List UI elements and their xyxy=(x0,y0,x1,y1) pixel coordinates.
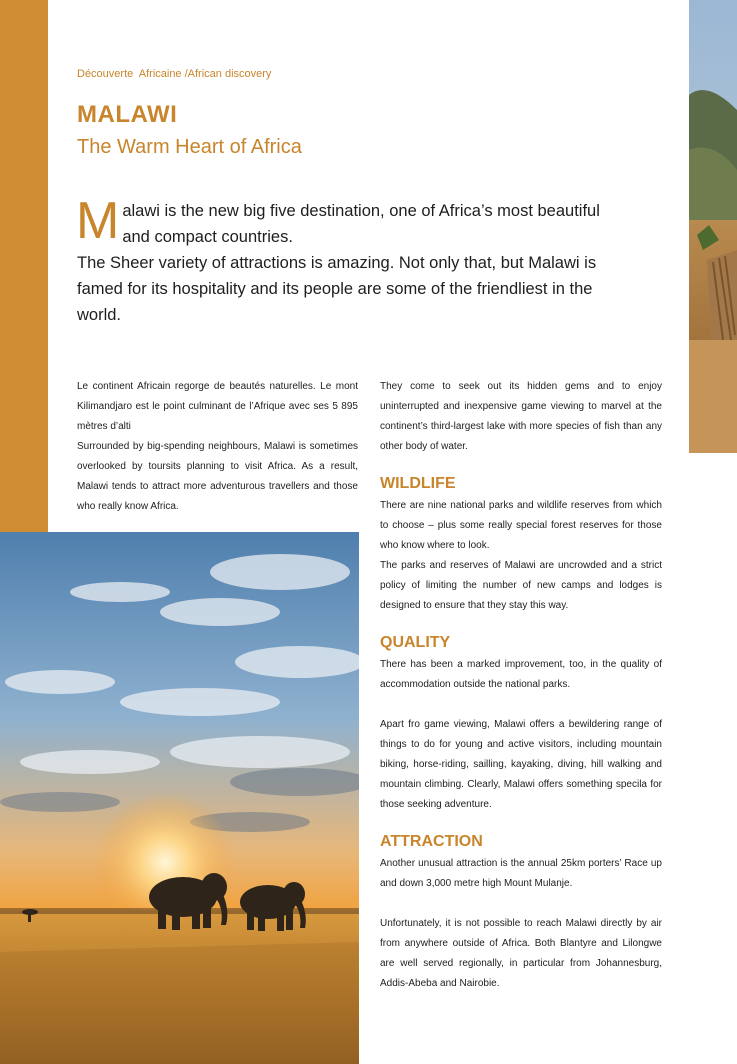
right-text-column xyxy=(380,377,662,994)
lead-first-sentence: alawi is the new big five destination, one of Africa’s most beautiful and compact countries. xyxy=(122,202,600,246)
lead-paragraph xyxy=(76,192,617,328)
attraction-paragraph-2: Unfortunately, it is not possible to reach Malawi directly by air from anywhere outside of Africa. Both Blantyre and Lilongwe are well served regionally, in particular from Johannesburg, Addis-Abeba and Nairobie. xyxy=(380,918,662,989)
paragraph-gap xyxy=(380,894,662,914)
attraction-paragraph-1: Another unusual attraction is the annual 25km porters’ Race up and down 3,000 metre high Mount Mulanje. xyxy=(380,858,662,889)
page-subtitle: The Warm Heart of Africa xyxy=(77,136,302,158)
paragraph-gap xyxy=(380,695,662,715)
left-paragraph-1: Le continent Africain regorge de beautés naturelles. Le mont Kilimandjaro est le point culminant de l’Afrique avec ses 5 895 mètres d’alti xyxy=(77,381,358,432)
quality-paragraph-2: Apart fro game viewing, Malawi offers a bewildering range of things to do for young and active visitors, including mountain biking, horse-riding, sailling, kayaking, diving, hill walking and mountain climbing. Clearly, Malawi offers something specila for those seeking adventure. xyxy=(380,719,662,810)
drop-cap: M xyxy=(76,192,120,250)
attraction-heading: ATTRACTION xyxy=(380,833,483,850)
landscape-photo-strip xyxy=(689,0,737,453)
page-title: MALAWI xyxy=(77,101,178,128)
quality-paragraph-1: There has been a marked improvement, too, in the quality of accommodation outside the national parks. xyxy=(380,659,662,690)
section-kicker: Découverte Africaine /African discovery xyxy=(77,68,272,80)
lead-second-sentence: The Sheer variety of attractions is amazing. Not only that, but Malawi is famed for its hospitality and its people are some of the friendliest in the world. xyxy=(77,254,597,324)
left-paragraph-2: Surrounded by big-spending neighbours, Malawi is sometimes overlooked by toursits planning to visit Africa. As a result, Malawi tends to attract more adventurous travellers and those who really know Africa. xyxy=(77,441,358,512)
quality-heading: QUALITY xyxy=(380,634,451,651)
elephants-sunset-photo xyxy=(0,532,359,1064)
wildlife-paragraph-1: There are nine national parks and wildlife reserves from which to choose – plus some really special forest reserves for those who know where to look. xyxy=(380,500,662,551)
right-paragraph-intro: They come to seek out its hidden gems and to enjoy uninterrupted and inexpensive game viewing to marvel at the continent’s third-largest lake with more species of fish than any other body of water. xyxy=(380,381,662,452)
accent-side-bar xyxy=(0,0,48,532)
wildlife-paragraph-2: The parks and reserves of Malawi are uncrowded and a strict policy of limiting the number of new camps and lodges is designed to ensure that they stay this way. xyxy=(380,560,662,611)
left-text-column xyxy=(77,377,358,517)
wildlife-heading: WILDLIFE xyxy=(380,475,456,492)
